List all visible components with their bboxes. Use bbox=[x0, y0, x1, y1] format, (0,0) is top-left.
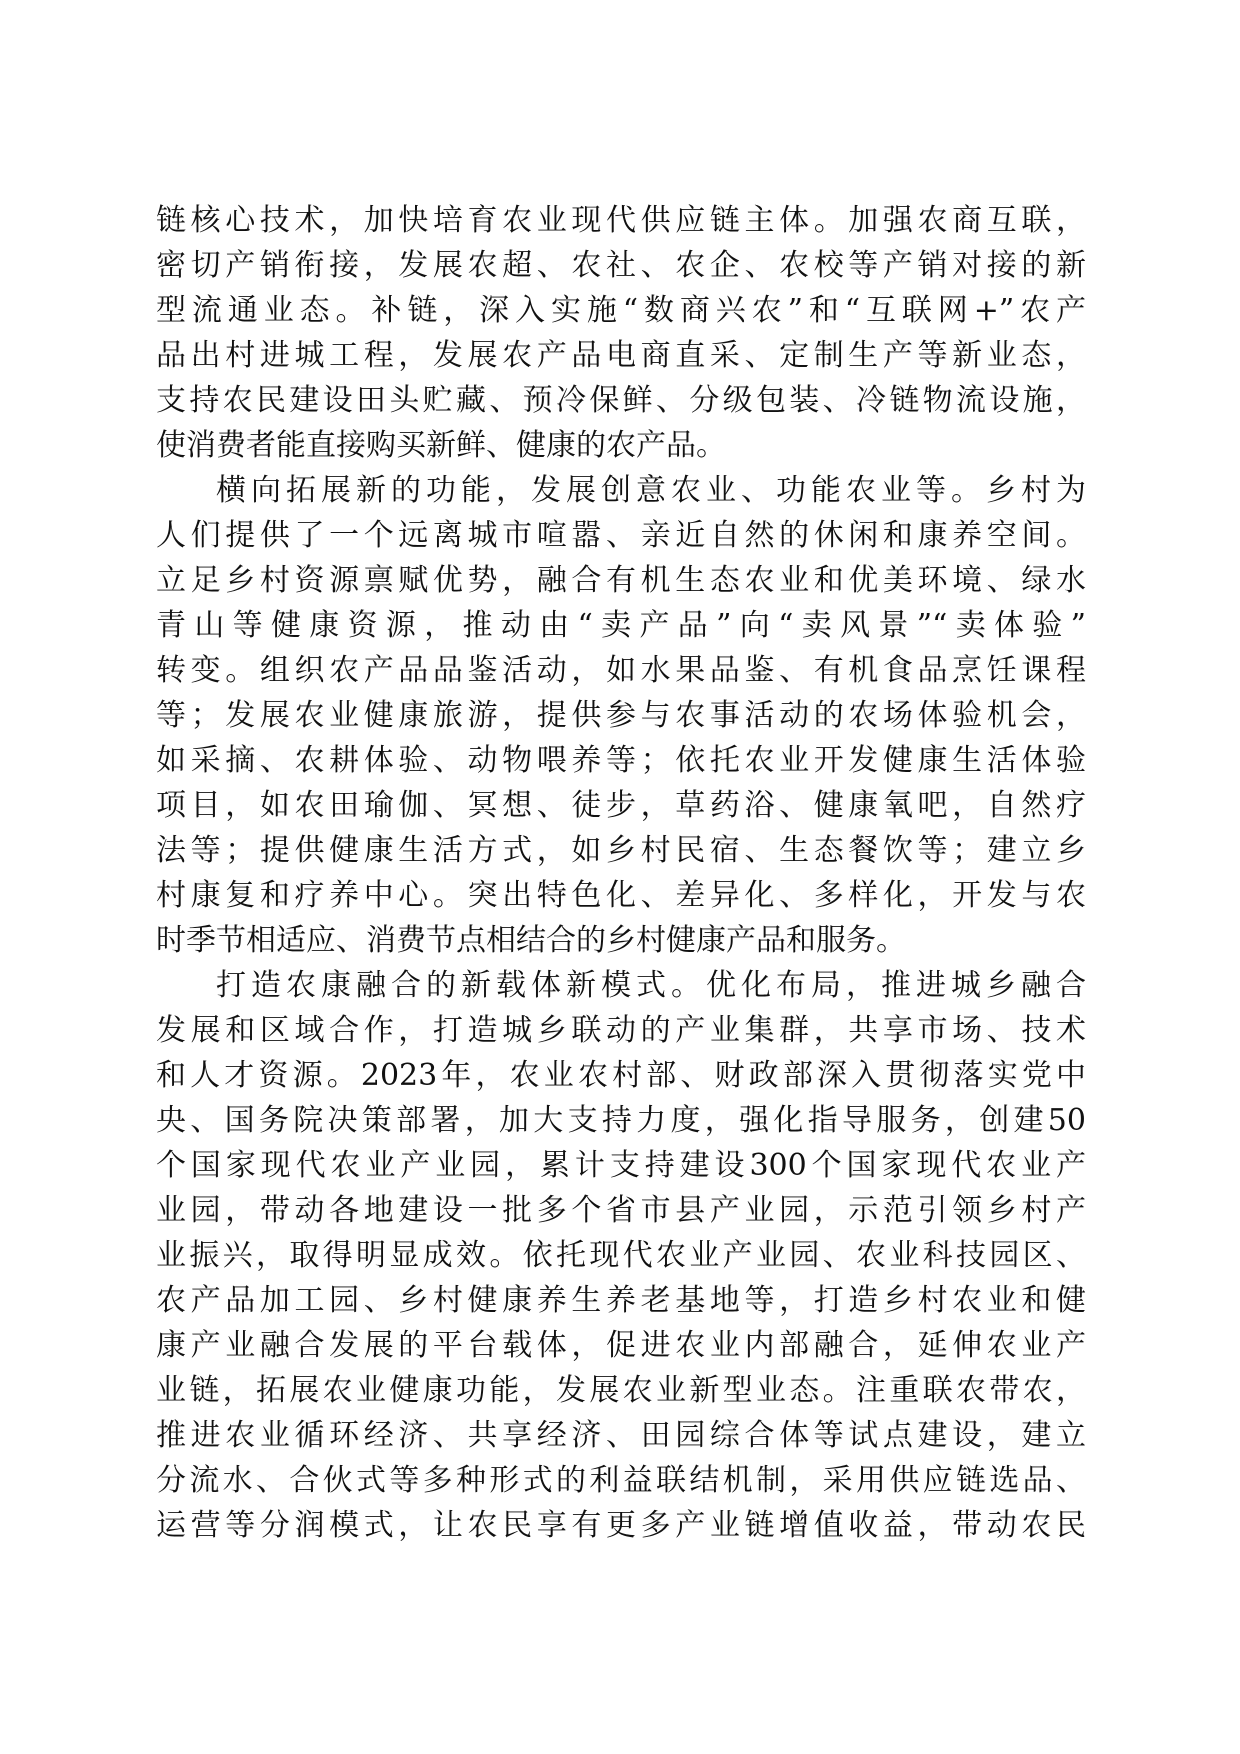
text-line: 支持农民建设田头贮藏、预冷保鲜、分级包装、冷链物流设施， bbox=[156, 383, 1086, 418]
text-line: 品出村进城工程，发展农产品电商直采、定制生产等新业态， bbox=[156, 338, 1086, 373]
paragraph-supply-chain bbox=[156, 198, 1086, 468]
text-line: 运营等分润模式，让农民享有更多产业链增值收益，带动农民 bbox=[156, 1508, 1086, 1543]
text-line: 打造农康融合的新载体新模式。优化布局，推进城乡融合 bbox=[216, 968, 1086, 1003]
text-line: 央、国务院决策部署，加大支持力度，强化指导服务，创建50 bbox=[156, 1103, 1086, 1138]
text-line: 项目，如农田瑜伽、冥想、徒步，草药浴、健康氧吧，自然疗 bbox=[156, 788, 1086, 823]
text-line: 业链，拓展农业健康功能，发展农业新型业态。注重联农带农， bbox=[156, 1373, 1086, 1408]
text-line: 时季节相适应、消费节点相结合的乡村健康产品和服务。 bbox=[156, 923, 906, 958]
text-line: 发展和区域合作，打造城乡联动的产业集群，共享市场、技术 bbox=[156, 1013, 1086, 1048]
text-line: 密切产销衔接，发展农超、农社、农企、农校等产销对接的新 bbox=[156, 248, 1086, 283]
text-line: 业振兴，取得明显成效。依托现代农业产业园、农业科技园区、 bbox=[156, 1238, 1086, 1273]
body-text bbox=[156, 198, 1086, 1548]
text-line: 业园，带动各地建设一批多个省市县产业园，示范引领乡村产 bbox=[156, 1193, 1086, 1228]
text-line: 推进农业循环经济、共享经济、田园综合体等试点建设，建立 bbox=[156, 1418, 1086, 1453]
text-line: 康产业融合发展的平台载体，促进农业内部融合，延伸农业产 bbox=[156, 1328, 1086, 1363]
text-line: 使消费者能直接购买新鲜、健康的农产品。 bbox=[156, 428, 726, 463]
text-line: 如采摘、农耕体验、动物喂养等；依托农业开发健康生活体验 bbox=[156, 743, 1086, 778]
text-line: 村康复和疗养中心。突出特色化、差异化、多样化，开发与农 bbox=[156, 878, 1086, 913]
text-line: 分流水、合伙式等多种形式的利益联结机制，采用供应链选品、 bbox=[156, 1463, 1086, 1498]
text-line: 等；发展农业健康旅游，提供参与农事活动的农场体验机会， bbox=[156, 698, 1086, 733]
text-line: 链核心技术，加快培育农业现代供应链主体。加强农商互联， bbox=[156, 203, 1086, 238]
text-line: 和人才资源。2023年，农业农村部、财政部深入贯彻落实党中 bbox=[156, 1058, 1086, 1093]
text-line: 人们提供了一个远离城市喧嚣、亲近自然的休闲和康养空间。 bbox=[156, 518, 1086, 553]
text-line: 型流通业态。补链，深入实施“数商兴农”和“互联网+”农产 bbox=[156, 293, 1086, 328]
text-line: 立足乡村资源禀赋优势，融合有机生态农业和优美环境、绿水 bbox=[156, 563, 1086, 598]
text-line: 横向拓展新的功能，发展创意农业、功能农业等。乡村为 bbox=[216, 473, 1086, 508]
text-line: 青山等健康资源，推动由“卖产品”向“卖风景”“卖体验” bbox=[156, 608, 1086, 643]
text-line: 转变。组织农产品品鉴活动，如水果品鉴、有机食品烹饪课程 bbox=[156, 653, 1086, 688]
paragraph-new-carriers bbox=[156, 963, 1086, 1548]
text-line: 法等；提供健康生活方式，如乡村民宿、生态餐饮等；建立乡 bbox=[156, 833, 1086, 868]
paragraph-new-functions bbox=[156, 468, 1086, 963]
text-line: 个国家现代农业产业园，累计支持建设300个国家现代农业产 bbox=[156, 1148, 1086, 1183]
text-line: 农产品加工园、乡村健康养生养老基地等，打造乡村农业和健 bbox=[156, 1283, 1086, 1318]
